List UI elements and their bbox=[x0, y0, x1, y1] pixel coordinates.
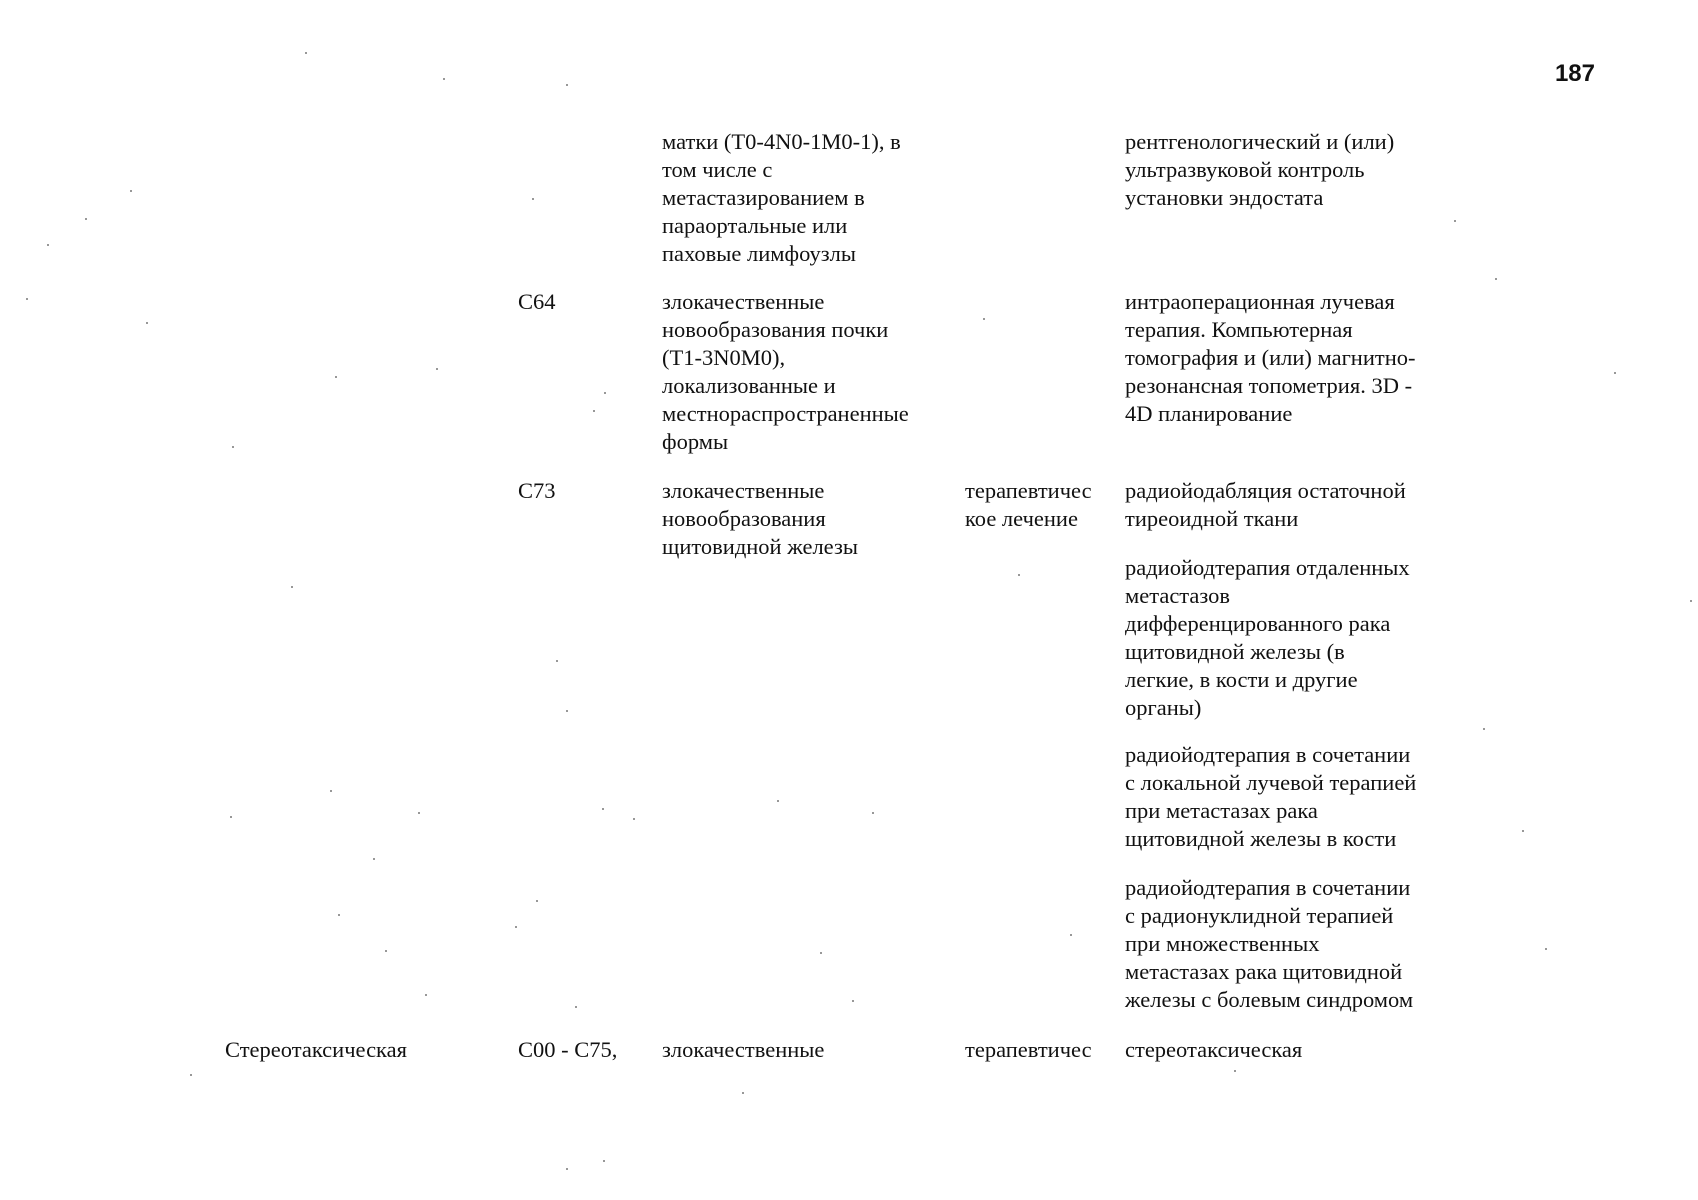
method-cell: стереотаксическая bbox=[1125, 1037, 1303, 1062]
method-group-name-cell: Стереотаксическая bbox=[225, 1037, 407, 1062]
method-cell: радиойодабляция остаточной тиреоидной ткани bbox=[1125, 478, 1406, 531]
icd-code-cell: C73 bbox=[518, 478, 556, 503]
method-cell: рентгенологический и (или) ультразвуковой контроль установки эндостата bbox=[1125, 129, 1395, 210]
method-cell: радиойодтерапия отдаленных метастазов дифференцированного рака щитовидной железы (в легкие, в кости и другие органы) bbox=[1125, 555, 1410, 720]
page-number: 187 bbox=[1554, 60, 1595, 87]
method-cell: радиойодтерапия в сочетании с локальной лучевой терапией при метастазах рака щитовидной железы в кости bbox=[1125, 742, 1417, 851]
icd-code-cell: C00 - C75, bbox=[518, 1037, 618, 1062]
diagnosis-cell: злокачественные новообразования почки (T1-3N0M0), локализованные и местнораспространенные формы bbox=[662, 289, 909, 454]
treatment-type-cell: терапевтичес bbox=[965, 1037, 1092, 1062]
icd-code-cell: C64 bbox=[518, 289, 556, 314]
diagnosis-cell: злокачественные новообразования щитовидной железы bbox=[662, 478, 858, 559]
diagnosis-cell: матки (T0-4N0-1M0-1), в том числе с метастазированием в параортальные или паховые лимфоузлы bbox=[662, 129, 901, 266]
method-cell: интраоперационная лучевая терапия. Компьютерная томография и (или) магнитно- резонансная топометрия. 3D - 4D планирование bbox=[1125, 289, 1416, 426]
method-cell: радиойодтерапия в сочетании с радионуклидной терапией при множественных метастазах рака щитовидной железы с болевым синдромом bbox=[1125, 875, 1414, 1012]
treatment-type-cell: терапевтичес кое лечение bbox=[965, 478, 1092, 531]
diagnosis-cell: злокачественные bbox=[662, 1037, 825, 1062]
